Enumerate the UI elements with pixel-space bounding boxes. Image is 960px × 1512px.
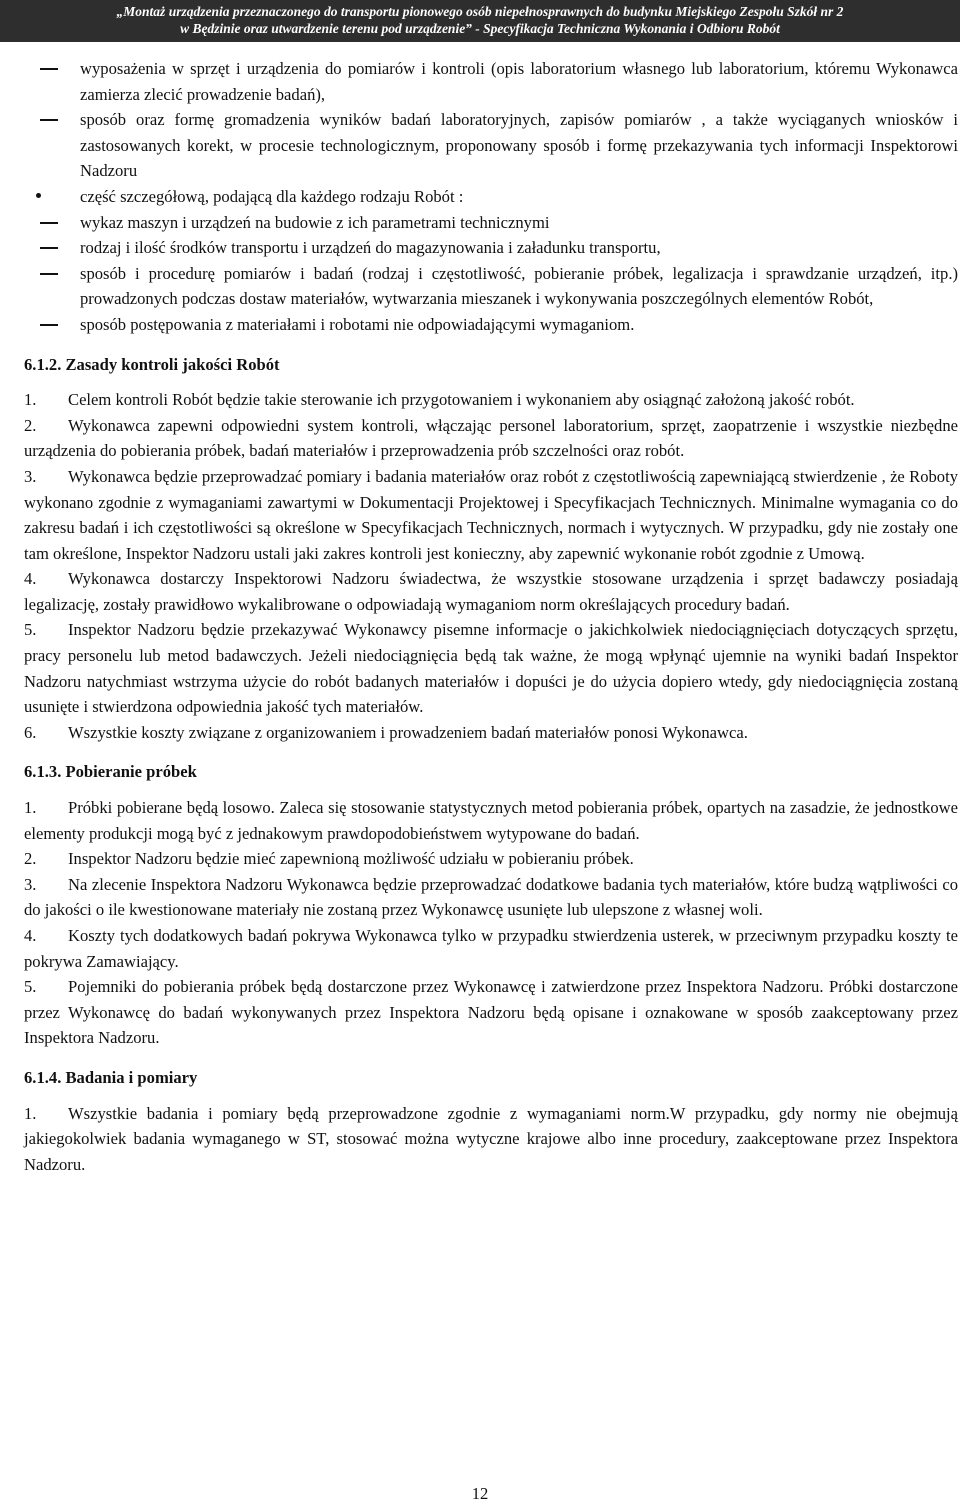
bullet-marker [36,193,41,198]
dash-item: sposób postępowania z materiałami i robotami nie odpowiadającymi wymaganiom. [24,312,958,338]
numbered-item: 5. Inspektor Nadzoru będzie przekazywać Wykonawcy pisemne informacje o jakichkolwiek niedociągnięciach dotyczących sprzętu, pracy personelu lub metod badawczych. Jeżeli niedociągnięcia będą tak ważne, że mogą wpłynąć ujemnie na wyniki badań Inspektor Nadzoru natychmiast wstrzyma użycie do robót badanych materiałów i dopuści je do użycia dopiero wtedy, gdy niedociągnięcia zostaną usunięte i stwierdzona odpowiednia jakość tych materiałów. [24,620,958,717]
numbered-item: 1. Próbki pobierane będą losowo. Zaleca się stosowanie statystycznych metod pobierania próbek, opartych na zasadzie, że jednostkowe elementy produkcji mogą być z jednakowym prawdopodobieństwem wytypowane do badań. [24,798,958,843]
dash-marker [40,324,58,326]
numbered-item: 3. Na zlecenie Inspektora Nadzoru Wykonawca będzie przeprowadzać dodatkowe badania tych materiałów, które budzą wątpliwości co do jakości o ile kwestionowane materiały nie zostaną przez Wykonawcę usunięte lub ulepszone z własnej woli. [24,874,958,920]
dash-marker [40,222,58,224]
numbered-item: 3. Wykonawca będzie przeprowadzać pomiary i badania materiałów oraz robót z częstotliwością zapewniającą stwierdzenie , że Roboty wykonano zgodnie z wymaganiami zawartymi w Dokumentacji Projektowej i Specyfikacjach Technicznych. Minimalne wymagania co do zakresu badań i ich częstotliwości są określone w Specyfikacjach Technicznych, normach i wytycznych. W przypadku, gdy nie zostały one tam określone, Inspektor Nadzoru ustali jaki zakres kontroli jest konieczny, aby zapewnić wykonanie robót zgodnie z Umową. [24,466,958,563]
numbered-item: 1. Wszystkie badania i pomiary będą przeprowadzone zgodnie z wymaganiami norm.W przypadku, gdy normy nie obejmują jakiegokolwiek badania wymaganego w ST, stosować można wytyczne krajowe albo inne procedury, zaakceptowane przez Inspektora Nadzoru. [24,1103,958,1174]
section-heading-613: 6.1.3. Pobieranie próbek [24,762,197,782]
header-line-2: w Będzinie oraz utwardzenie terenu pod urządzenie” - Specyfikacja Techniczna Wykonania i Odbioru Robót [180,21,780,36]
dash-marker [40,68,58,70]
dash-item: wyposażenia w sprzęt i urządzenia do pomiarów i kontroli (opis laboratorium własnego lub laboratorium, któremu Wykonawca zamierza zlecić prowadzenie badań), [24,56,958,107]
dash-item: rodzaj i ilość środków transportu i urządzeń do magazynowania i załadunku transportu, [24,235,958,261]
numbered-item: 4. Koszty tych dodatkowych badań pokrywa Wykonawca tylko w przypadku stwierdzenia usterek, w przeciwnym przypadku koszty te pokrywa Zamawiający. [24,926,958,971]
dash-item: wykaz maszyn i urządzeń na budowie z ich parametrami technicznymi [24,210,958,236]
numbered-item: 4. Wykonawca dostarczy Inspektorowi Nadzoru świadectwa, że wszystkie stosowane urządzenia i sprzęt badawczy posiadają legalizację, zostały prawidłowo wykalibrowane o odpowiadają wymaganiom norm określających procedury badań. [24,569,958,614]
page-header [0,0,960,42]
numbered-item: 6. Wszystkie koszty związane z organizowaniem i prowadzeniem badań materiałów ponosi Wykonawca. [24,722,748,742]
bullet-item: część szczegółową, podającą dla każdego rodzaju Robót : [24,184,958,210]
section-heading-612: 6.1.2. Zasady kontroli jakości Robót [24,354,280,374]
dash-marker [40,119,58,121]
section-heading-614: 6.1.4. Badania i pomiary [24,1067,198,1087]
document-body [24,56,958,1177]
page-number: 12 [471,1484,489,1503]
header-line-1: „Montaż urządzenia przeznaczonego do transportu pionowego osób niepełnosprawnych do budynku Miejskiego Zespołu Szkół nr 2 [116,4,844,19]
dash-marker [40,273,58,275]
dash-marker [40,247,58,249]
numbered-item: 1. Celem kontroli Robót będzie takie sterowanie ich przygotowaniem i wykonaniem aby osiągnąć założoną jakość robót. [24,390,855,410]
numbered-item: 2. Inspektor Nadzoru będzie mieć zapewnioną możliwość udziału w pobieraniu próbek. [24,849,634,869]
dash-item: sposób oraz formę gromadzenia wyników badań laboratoryjnych, zapisów pomiarów , a także wyciąganych wniosków i zastosowanych korekt, w procesie technologicznym, proponowany sposób i formę przekazywania tych informacji Inspektorowi Nadzoru [24,107,958,184]
numbered-item: 5. Pojemniki do pobierania próbek będą dostarczone przez Wykonawcę i zatwierdzone przez Inspektora Nadzoru. Próbki dostarczone przez Wykonawcę do badań wykonywanych przez Inspektora Nadzoru będą opisane i oznakowane w sposób zaakceptowany przez Inspektora Nadzoru. [24,977,958,1048]
numbered-item: 2. Wykonawca zapewni odpowiedni system kontroli, włączając personel laboratorium, sprzęt, zaopatrzenie i wszystkie niezbędne urządzenia do pobierania próbek, badań materiałów i przeprowadzenia prób szczelności oraz robót. [24,415,958,461]
dash-item: sposób i procedurę pomiarów i badań (rodzaj i częstotliwość, pobieranie próbek, legalizacja i sprawdzanie urządzeń, itp.) prowadzonych podczas dostaw materiałów, wytwarzania mieszanek i wykonywania poszczególnych elementów Robót, [24,261,958,312]
